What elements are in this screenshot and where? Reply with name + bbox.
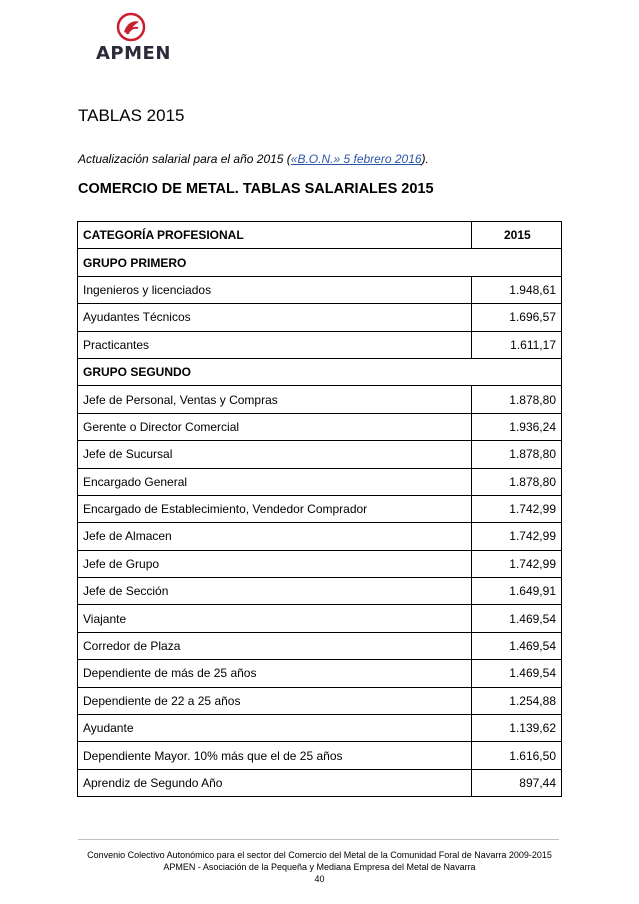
category-cell: Dependiente de más de 25 años <box>78 660 472 687</box>
category-cell: Aprendiz de Segundo Año <box>78 769 472 796</box>
salary-cell: 1.649,91 <box>472 578 562 605</box>
footer-association: APMEN - Asociación de la Pequeña y Mediana Empresa del Metal de Navarra <box>163 862 476 872</box>
category-cell: Jefe de Grupo <box>78 550 472 577</box>
table-row <box>78 550 562 577</box>
table-row <box>78 386 562 413</box>
group-row <box>78 358 562 385</box>
salary-cell: 897,44 <box>472 769 562 796</box>
category-cell: Ingenieros y licenciados <box>78 276 472 303</box>
salary-cell: 1.878,80 <box>472 441 562 468</box>
table-row <box>78 605 562 632</box>
table-row <box>78 660 562 687</box>
salary-cell: 1.878,80 <box>472 386 562 413</box>
category-cell: Jefe de Almacen <box>78 523 472 550</box>
table-row <box>78 523 562 550</box>
salary-cell: 1.469,54 <box>472 632 562 659</box>
category-cell: Dependiente de 22 a 25 años <box>78 687 472 714</box>
table-row <box>78 276 562 303</box>
salary-cell: 1.611,17 <box>472 331 562 358</box>
bon-link[interactable]: «B.O.N.» 5 febrero 2016 <box>290 152 422 166</box>
category-cell: Encargado de Establecimiento, Vendedor Comprador <box>78 495 472 522</box>
category-cell: Encargado General <box>78 468 472 495</box>
page-number: 40 <box>314 874 325 884</box>
footer-agreement: Convenio Colectivo Autonómico para el sector del Comercio del Metal de la Comunidad Foral de Navarra 2009-2015 <box>87 850 552 860</box>
category-cell: Corredor de Plaza <box>78 632 472 659</box>
salary-cell: 1.469,54 <box>472 605 562 632</box>
table-row <box>78 468 562 495</box>
salary-table <box>77 221 562 797</box>
salary-cell: 1.616,50 <box>472 742 562 769</box>
category-cell: Gerente o Director Comercial <box>78 413 472 440</box>
category-cell: Jefe de Sección <box>78 578 472 605</box>
salary-cell: 1.742,99 <box>472 523 562 550</box>
header-category: CATEGORÍA PROFESIONAL <box>78 222 472 249</box>
header-year: 2015 <box>472 222 562 249</box>
salary-cell: 1.469,54 <box>472 660 562 687</box>
category-cell: Jefe de Personal, Ventas y Compras <box>78 386 472 413</box>
apmen-logo-icon <box>115 12 147 42</box>
salary-cell: 1.696,57 <box>472 304 562 331</box>
table-row <box>78 441 562 468</box>
salary-update-note <box>78 152 429 166</box>
category-cell: Dependiente Mayor. 10% más que el de 25 años <box>78 742 472 769</box>
category-cell: Ayudante <box>78 715 472 742</box>
company-logo <box>96 12 176 62</box>
salary-cell: 1.878,80 <box>472 468 562 495</box>
page-heading: TABLAS 2015 <box>78 106 185 125</box>
salary-cell: 1.742,99 <box>472 495 562 522</box>
category-cell: Practicantes <box>78 331 472 358</box>
note-prefix: Actualización salarial para el año 2015 ( <box>78 152 291 166</box>
table-row <box>78 331 562 358</box>
category-cell: Jefe de Sucursal <box>78 441 472 468</box>
category-cell: Viajante <box>78 605 472 632</box>
group-name: GRUPO SEGUNDO <box>78 358 562 385</box>
table-row <box>78 632 562 659</box>
salary-cell: 1.139,62 <box>472 715 562 742</box>
table-row <box>78 304 562 331</box>
salary-cell: 1.742,99 <box>472 550 562 577</box>
salary-cell: 1.936,24 <box>472 413 562 440</box>
salary-cell: 1.948,61 <box>472 276 562 303</box>
group-name: GRUPO PRIMERO <box>78 249 562 276</box>
table-header-row <box>78 222 562 249</box>
table-row <box>78 769 562 796</box>
table-row <box>78 742 562 769</box>
group-row <box>78 249 562 276</box>
table-row <box>78 715 562 742</box>
table-row <box>78 578 562 605</box>
table-title: COMERCIO DE METAL. TABLAS SALARIALES 2015 <box>78 181 434 197</box>
note-suffix: ). <box>421 152 429 166</box>
category-cell: Ayudantes Técnicos <box>78 304 472 331</box>
table-row <box>78 495 562 522</box>
logo-wordmark: APMEN <box>96 43 171 64</box>
table-row <box>78 413 562 440</box>
footer-divider <box>78 839 559 840</box>
table-row <box>78 687 562 714</box>
salary-cell: 1.254,88 <box>472 687 562 714</box>
